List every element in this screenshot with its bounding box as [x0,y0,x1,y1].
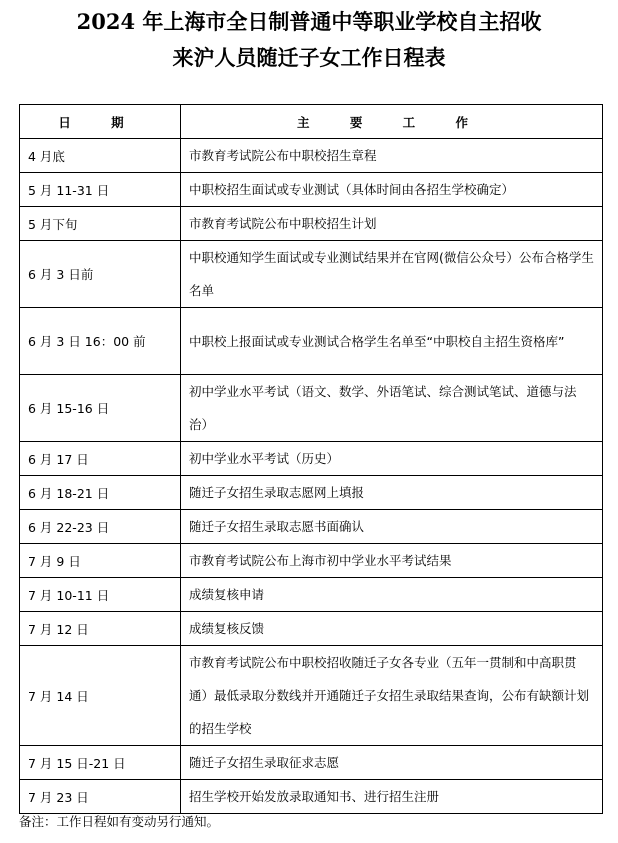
table-row [20,173,603,207]
row-date: 5 月 11-31 日 [20,173,181,207]
row-date: 5 月下旬 [20,207,181,241]
row-work: 随迁子女招生录取征求志愿 [181,746,603,780]
table-row [20,375,603,442]
schedule-table [19,104,603,814]
row-work: 市教育考试院公布中职校招收随迁子女各专业（五年一贯制和中高职贯通）最低录取分数线并开通随迁子女招生录取结果查询，公布有缺额计划的招生学校 [181,646,603,746]
row-date: 7 月 14 日 [20,646,181,746]
row-work: 初中学业水平考试（历史） [181,442,603,476]
table-row [20,544,603,578]
table-row [20,207,603,241]
row-work: 初中学业水平考试（语文、数学、外语笔试、综合测试笔试、道德与法治） [181,375,603,442]
row-work: 市教育考试院公布上海市初中学业水平考试结果 [181,544,603,578]
row-date: 7 月 23 日 [20,780,181,814]
table-row [20,646,603,746]
row-date: 6 月 22-23 日 [20,510,181,544]
row-date: 4 月底 [20,139,181,173]
row-work: 中职校上报面试或专业测试合格学生名单至“中职校自主招生资格库” [181,308,603,375]
row-work: 招生学校开始发放录取通知书、进行招生注册 [181,780,603,814]
row-date: 7 月 9 日 [20,544,181,578]
row-date: 6 月 15-16 日 [20,375,181,442]
row-date: 7 月 15 日-21 日 [20,746,181,780]
row-work: 随迁子女招生录取志愿书面确认 [181,510,603,544]
row-date: 7 月 10-11 日 [20,578,181,612]
table-row [20,139,603,173]
table-row [20,241,603,308]
table-row [20,308,603,375]
row-work: 市教育考试院公布中职校招生章程 [181,139,603,173]
table-row [20,780,603,814]
row-work: 中职校通知学生面试或专业测试结果并在官网(微信公众号）公布合格学生名单 [181,241,603,308]
table-row [20,578,603,612]
table-row [20,476,603,510]
table-row [20,612,603,646]
row-date: 7 月 12 日 [20,612,181,646]
footnote: 备注：工作日程如有变动另行通知。 [19,814,220,829]
header-date: 日 期 [20,105,181,139]
table-row [20,746,603,780]
row-date: 6 月 3 日前 [20,241,181,308]
table-row [20,442,603,476]
row-work: 成绩复核申请 [181,578,603,612]
row-work: 中职校招生面试或专业测试（具体时间由各招生学校确定） [181,173,603,207]
row-work: 随迁子女招生录取志愿网上填报 [181,476,603,510]
row-date: 6 月 17 日 [20,442,181,476]
row-work: 成绩复核反馈 [181,612,603,646]
row-date: 6 月 18-21 日 [20,476,181,510]
table-row [20,510,603,544]
header-work: 主 要 工 作 [181,105,603,139]
table-header-row [20,105,603,139]
row-work: 市教育考试院公布中职校招生计划 [181,207,603,241]
page-title-line-2: 来沪人员随迁子女工作日程表 [172,45,446,70]
row-date: 6 月 3 日 16：00 前 [20,308,181,375]
page-title-line-1: 2024 年上海市全日制普通中等职业学校自主招收 [76,9,542,34]
